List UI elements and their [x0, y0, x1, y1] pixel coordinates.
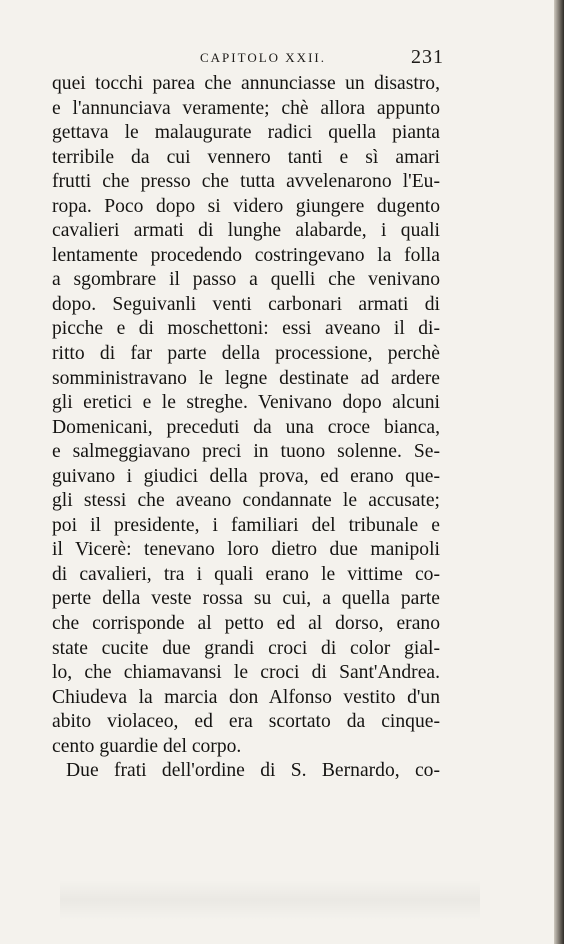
chapter-title: CAPITOLO XXII.: [200, 50, 326, 65]
text-line: lo, che chiamavansi le croci di Sant'Andrea.: [52, 662, 440, 684]
text-line: il Vicerè: tenevano loro dietro due manipoli: [52, 539, 440, 561]
text-line: frutti che presso che tutta avvelenarono l'Eu-: [52, 171, 440, 193]
text-line: lentamente procedendo costringevano la folla: [52, 244, 440, 266]
text-line: somministravano le legne destinate ad ardere: [52, 367, 440, 389]
text-line: Domenicani, preceduti da una croce bianca,: [52, 416, 440, 438]
text-line: quei tocchi parea che annunciasse un disastro,: [52, 73, 440, 94]
text-line: a sgombrare il passo a quelli che venivano: [52, 269, 440, 291]
text-line: e l'annunciava veramente; chè allora appunto: [52, 97, 440, 119]
text-line: state cucite due grandi croci di color gial-: [52, 637, 440, 659]
next-paragraph-first-line: Due frati dell'ordine di S. Bernardo, co-: [66, 760, 440, 782]
text-line: cavalieri armati di lunghe alabarde, i quali: [52, 220, 440, 242]
text-line: che corrisponde al petto ed al dorso, erano: [52, 613, 440, 635]
text-line: terribile da cui vennero tanti e sì amari: [52, 146, 440, 168]
text-line: guivano i giudici della prova, ed erano que-: [52, 465, 440, 487]
text-line: ritto di far parte della processione, perchè: [52, 343, 440, 365]
page-number: 231: [411, 46, 444, 68]
text-line: abito violaceo, ed era scortato da cinque-: [52, 711, 440, 733]
text-line: di cavalieri, tra i quali erano le vittime co-: [52, 563, 440, 585]
text-line: e salmeggiavano preci in tuono solenne. Se-: [52, 441, 440, 463]
body-text: [52, 72, 440, 784]
text-line: Chiudeva la marcia don Alfonso vestito d'un: [52, 686, 440, 708]
paper-stain: [60, 880, 480, 920]
text-line: dopo. Seguivanli venti carbonari armati di: [52, 293, 440, 315]
page-edge-shadow: [554, 0, 564, 944]
paragraph-last-line: cento guardie del corpo.: [52, 735, 242, 757]
text-line: gli stessi che aveano condannate le accusate;: [52, 490, 440, 512]
text-line: gettava le malaugurate radici quella pianta: [52, 122, 440, 144]
text-line: picche e di moschettoni: essi aveano il di-: [52, 318, 440, 340]
text-line: ropa. Poco dopo si videro giungere dugento: [52, 195, 440, 217]
text-line: perte della veste rossa su cui, a quella parte: [52, 588, 440, 610]
text-line: gli eretici e le streghe. Venivano dopo alcuni: [52, 392, 440, 414]
text-line: poi il presidente, i familiari del tribunale e: [52, 514, 440, 536]
